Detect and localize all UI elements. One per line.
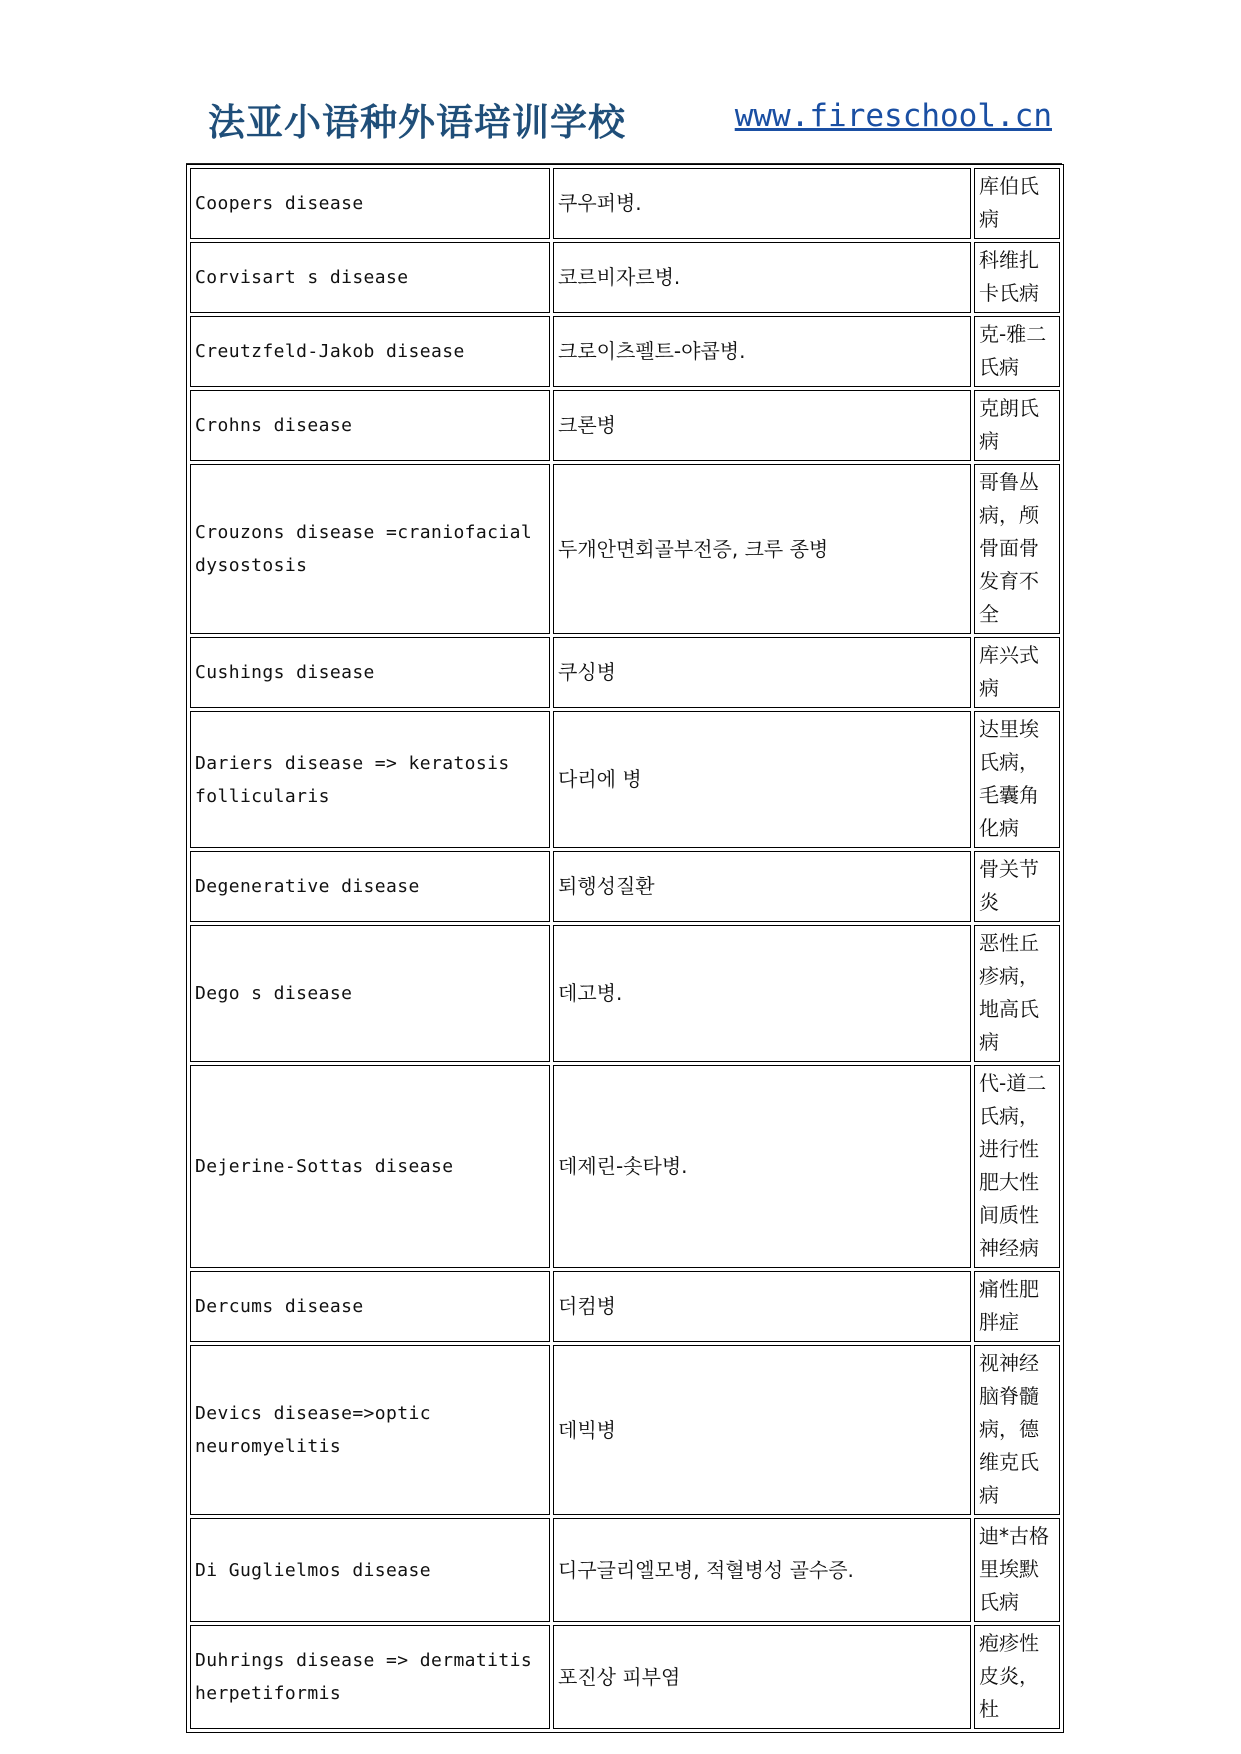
english-term-cell: Duhrings disease => dermatitis herpetiformis: [190, 1625, 550, 1729]
english-term-cell: Dego s disease: [190, 925, 550, 1062]
korean-term-cell: 퇴행성질환: [553, 851, 971, 922]
table-row: [190, 390, 1060, 461]
korean-term-cell: 데제린-솟타병.: [553, 1065, 971, 1268]
english-term-cell: Di Guglielmos disease: [190, 1518, 550, 1622]
table-row: [190, 925, 1060, 1062]
korean-term-cell: 크로이츠펠트-야콥병.: [553, 316, 971, 387]
english-term-cell: Crouzons disease =craniofacial dysostosis: [190, 464, 550, 634]
table-body: [190, 168, 1060, 1729]
table-row: [190, 637, 1060, 708]
korean-term-cell: 더컴병: [553, 1271, 971, 1342]
table-row: [190, 168, 1060, 239]
table-row: [190, 851, 1060, 922]
korean-term-cell: 포진상 피부염: [553, 1625, 971, 1729]
english-term-cell: Cushings disease: [190, 637, 550, 708]
english-term-cell: Devics disease=>optic neuromyelitis: [190, 1345, 550, 1515]
chinese-term-cell: 迪*古格里埃默氏病: [974, 1518, 1060, 1622]
chinese-term-cell: 代-道二氏病，进行性肥大性间质性神经病: [974, 1065, 1060, 1268]
chinese-term-cell: 克朗氏病: [974, 390, 1060, 461]
korean-term-cell: 코르비자르병.: [553, 242, 971, 313]
korean-term-cell: 데고병.: [553, 925, 971, 1062]
chinese-term-cell: 哥鲁丛病，颅骨面骨发育不全: [974, 464, 1060, 634]
english-term-cell: Coopers disease: [190, 168, 550, 239]
korean-term-cell: 쿠싱병: [553, 637, 971, 708]
disease-glossary-table: [186, 164, 1064, 1733]
chinese-term-cell: 视神经脑脊髓病，德维克氏病: [974, 1345, 1060, 1515]
table-row: [190, 242, 1060, 313]
english-term-cell: Corvisart s disease: [190, 242, 550, 313]
korean-term-cell: 두개안면회골부전증, 크루 종병: [553, 464, 971, 634]
school-name: 法亚小语种外语培训学校: [208, 101, 626, 144]
table-row: [190, 1625, 1060, 1729]
table-row: [190, 711, 1060, 848]
chinese-term-cell: 骨关节炎: [974, 851, 1060, 922]
table-row: [190, 1518, 1060, 1622]
table-row: [190, 1065, 1060, 1268]
korean-term-cell: 디구글리엘모병, 적혈병성 골수증.: [553, 1518, 971, 1622]
korean-term-cell: 쿠우퍼병.: [553, 168, 971, 239]
korean-term-cell: 데빅병: [553, 1345, 971, 1515]
english-term-cell: Degenerative disease: [190, 851, 550, 922]
english-term-cell: Dariers disease => keratosis follicularis: [190, 711, 550, 848]
table-row: [190, 316, 1060, 387]
chinese-term-cell: 库伯氏病: [974, 168, 1060, 239]
korean-term-cell: 다리에 병: [553, 711, 971, 848]
chinese-term-cell: 疱疹性皮炎，杜: [974, 1625, 1060, 1729]
chinese-term-cell: 恶性丘疹病，地高氏病: [974, 925, 1060, 1062]
english-term-cell: Creutzfeld-Jakob disease: [190, 316, 550, 387]
chinese-term-cell: 库兴式病: [974, 637, 1060, 708]
chinese-term-cell: 科维扎卡氏病: [974, 242, 1060, 313]
english-term-cell: Dejerine-Sottas disease: [190, 1065, 550, 1268]
english-term-cell: Dercums disease: [190, 1271, 550, 1342]
english-term-cell: Crohns disease: [190, 390, 550, 461]
chinese-term-cell: 痛性肥胖症: [974, 1271, 1060, 1342]
website-link[interactable]: www.fireschool.cn: [734, 98, 1052, 134]
chinese-term-cell: 达里埃氏病，毛囊角化病: [974, 711, 1060, 848]
table-row: [190, 1271, 1060, 1342]
table-row: [190, 464, 1060, 634]
korean-term-cell: 크론병: [553, 390, 971, 461]
chinese-term-cell: 克-雅二氏病: [974, 316, 1060, 387]
page-header: [186, 80, 1062, 165]
table-row: [190, 1345, 1060, 1515]
